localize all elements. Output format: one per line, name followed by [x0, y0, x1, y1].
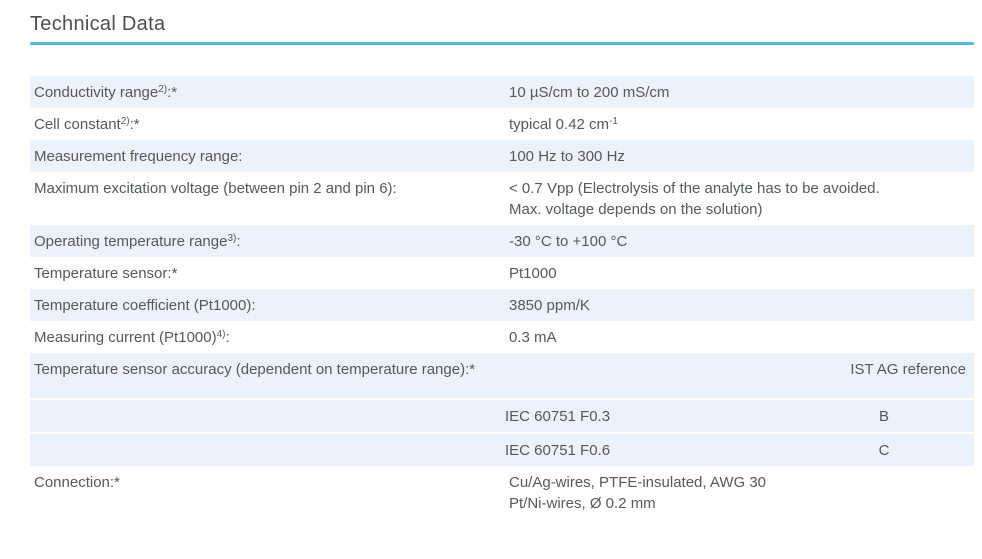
spec-label: [30, 76, 505, 108]
text-segment: 10 µS/cm to 200 mS/cm: [509, 84, 670, 101]
spec-value: [505, 257, 974, 289]
text-segment: :*: [167, 84, 178, 101]
spec-label: [30, 353, 505, 398]
group-header-row: [30, 353, 974, 398]
table-row: [30, 108, 974, 140]
spec-label: [30, 108, 505, 140]
table-row: [30, 257, 974, 289]
text-segment: :: [225, 329, 230, 346]
spec-value: [505, 108, 974, 140]
reference-class: C: [878, 442, 890, 459]
text-segment: Temperature sensor accuracy (dependent on temperature range):*: [34, 361, 476, 378]
superscript-note: 4): [216, 329, 226, 340]
superscript-note: -1: [609, 116, 618, 127]
spec-label: [30, 140, 505, 172]
standard-name: IEC 60751 F0.6: [505, 442, 611, 459]
spec-value: [505, 321, 974, 353]
superscript-note: 2): [158, 84, 168, 95]
spec-value: [505, 140, 974, 172]
text-segment: Measurement frequency range:: [34, 148, 243, 165]
text-segment: Maximum excitation voltage (between pin 2 and pin 6):: [34, 180, 397, 197]
text-segment: Measuring current (Pt1000): [34, 329, 217, 346]
spec-label: [30, 225, 505, 257]
table-row: [30, 466, 974, 519]
table-sub-row: [30, 432, 974, 466]
spec-label: [30, 289, 505, 321]
page-title: Technical Data: [30, 13, 166, 35]
table-row: [30, 140, 974, 172]
table-row: [30, 225, 974, 257]
standard-name: IEC 60751 F0.3: [505, 408, 611, 425]
text-segment: :*: [129, 116, 140, 133]
table-row: [30, 321, 974, 353]
spec-label: [30, 321, 505, 353]
spec-value: [505, 225, 974, 257]
text-segment: :: [236, 233, 241, 250]
technical-data-table: [30, 76, 974, 519]
spec-label: [30, 466, 505, 519]
reference-class: B: [878, 408, 889, 425]
superscript-note: 3): [227, 233, 237, 244]
text-segment: Cell constant: [34, 116, 121, 133]
content-area: [30, 0, 974, 519]
text-segment: Pt1000: [509, 265, 557, 282]
spec-value: [505, 289, 974, 321]
text-segment: Pt/Ni-wires, Ø 0.2 mm: [509, 495, 656, 512]
spec-label: [30, 257, 505, 289]
superscript-note: 2): [120, 116, 130, 127]
spec-value: [505, 76, 974, 108]
spec-value: [505, 466, 974, 519]
text-segment: 0.3 mA: [509, 329, 557, 346]
spec-value: [505, 172, 974, 225]
text-segment: typical 0.42 cm: [509, 116, 610, 133]
table-row-group: [30, 353, 974, 466]
text-segment: Temperature coefficient (Pt1000):: [34, 297, 256, 314]
title-underline: [30, 42, 974, 45]
table-row: [30, 76, 974, 108]
text-segment: Cu/Ag-wires, PTFE-insulated, AWG 30: [509, 474, 767, 491]
table-row: [30, 172, 974, 225]
spec-label: [30, 172, 505, 225]
text-segment: 100 Hz to 300 Hz: [509, 148, 625, 165]
table-sub-row: [30, 398, 974, 432]
text-segment: Connection:*: [34, 474, 120, 491]
text-segment: Max. voltage depends on the solution): [509, 201, 763, 218]
reference-column-header: IST AG reference: [850, 361, 966, 378]
text-segment: Operating temperature range: [34, 233, 228, 250]
text-segment: < 0.7 Vpp (Electrolysis of the analyte has to be avoided.: [509, 180, 880, 197]
text-segment: Conductivity range: [34, 84, 159, 101]
text-segment: 3850 ppm/K: [509, 297, 590, 314]
table-row: [30, 289, 974, 321]
text-segment: Temperature sensor:*: [34, 265, 178, 282]
text-segment: -30 °C to +100 °C: [509, 233, 628, 250]
